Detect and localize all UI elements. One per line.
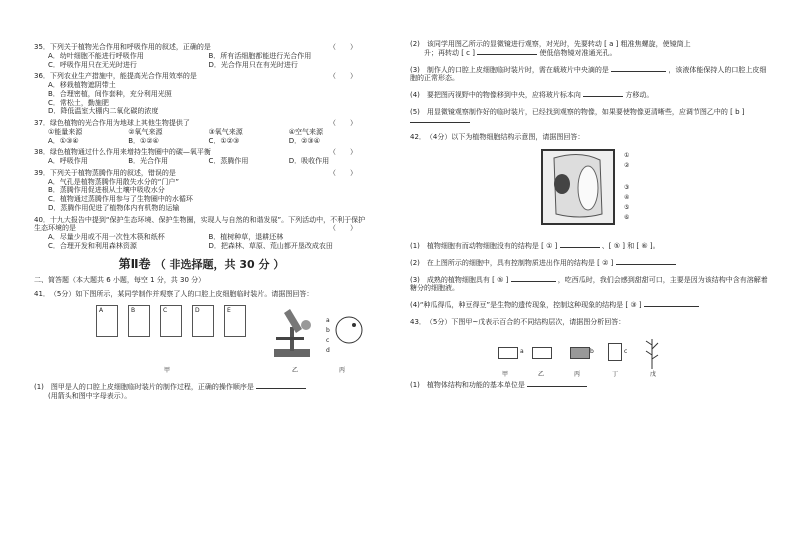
- step-panel-b: B: [128, 305, 150, 337]
- q43-sub1: (1) 植物体结构和功能的基本单位是: [410, 381, 770, 390]
- answer-blank[interactable]: [256, 388, 306, 389]
- item-2: ②氧气来源: [128, 127, 163, 136]
- left-column: [34, 40, 369, 401]
- answer-blank[interactable]: [477, 54, 537, 55]
- fig-label-bing: 丙: [339, 367, 346, 374]
- options-40: [48, 233, 369, 251]
- plant-cell-illustration: [540, 148, 620, 228]
- step-panel-c: C: [160, 305, 182, 337]
- items-37: [48, 128, 369, 137]
- option-c: C．蒸腾作用: [208, 157, 249, 165]
- options-39: [48, 178, 369, 213]
- question-stem: 40．十九大报告中提到“保护生态环境、保护生物圈，实现人与自然的和谐发展”。下列活动中，不利于保护生态环境的是: [34, 215, 366, 233]
- level-tissue: [532, 347, 552, 359]
- label-c: c: [326, 337, 330, 344]
- marker-2: ②: [624, 162, 630, 169]
- question-37: [34, 119, 369, 128]
- label-ding: 丁: [612, 370, 619, 378]
- answer-paren: （ ）: [329, 119, 357, 127]
- label-a: a: [326, 317, 330, 324]
- marker-3: ③: [624, 184, 630, 191]
- section-heading: 第Ⅱ卷: [118, 256, 151, 271]
- fig-label-yi: 乙: [292, 367, 299, 374]
- q41-sub4: (4) 要把图丙视野中的物像移到中央，应将玻片标本向 方移动。: [410, 91, 654, 99]
- answer-blank[interactable]: [611, 71, 666, 72]
- answer-blank[interactable]: [616, 264, 676, 265]
- question-38: [34, 148, 369, 157]
- option-b: B．合理密植，间作套种，充分利用光照: [48, 89, 172, 98]
- marker-4: ④: [624, 194, 630, 201]
- q42-sub3: (3) 成熟的植物细胞具有 [ ⑤ ] ，吃西瓜时，我们会感到甜甜可口，主要是因为该结构中含有溶解着糖分的细胞液。: [410, 275, 768, 293]
- option-d: D．把森林、草原、荒山都开垦改成农田: [208, 241, 333, 250]
- lily-levels-figure: [410, 333, 770, 379]
- option-d: D．吸收作用: [288, 157, 330, 165]
- option-b: B．所有活细胞都能进行光合作用: [208, 51, 312, 60]
- arrow-c: c: [624, 347, 628, 355]
- level-flower: [608, 343, 622, 361]
- option-b: B．植树种草，退耕还林: [208, 233, 284, 241]
- level-organ: [570, 347, 590, 359]
- question-stem: 36．下列农业生产措施中，能提高光合作用效率的是: [34, 72, 197, 81]
- question-stem: 35．下列关于植物光合作用和呼吸作用的叙述，正确的是: [34, 43, 211, 51]
- step-panel-d: D: [192, 305, 214, 337]
- fig-label-jia: 甲: [164, 367, 171, 374]
- answer-blank[interactable]: [511, 281, 556, 282]
- option-c: C．合理开发和利用森林资源: [48, 241, 137, 250]
- option-a: A．幼叶细胞不能进行呼吸作用: [48, 51, 144, 60]
- option-d: D．②③④: [288, 136, 320, 145]
- question-stem: 37．绿色植物的光合作用为地球上其他生物提供了: [34, 119, 190, 127]
- arrow-b: b: [590, 347, 594, 355]
- question-41-stem: 41． （5分）如下图所示，某同学制作并观察了人的口腔上皮细胞临时装片。请据图回答：: [34, 290, 314, 299]
- option-b: B．光合作用: [128, 157, 169, 165]
- microscope-illustration: [262, 307, 322, 363]
- option-d: D．光合作用只在有光时进行: [208, 60, 298, 69]
- figure-41: [34, 305, 369, 379]
- option-d: D．蒸腾作用促进了植物体内有机物的运输: [48, 203, 180, 212]
- option-c: C．①②③: [208, 136, 240, 145]
- answer-paren: （ ）: [329, 148, 357, 157]
- option-a: A．①③④: [48, 136, 79, 145]
- option-b: B．蒸腾作用促进根从土壤中吸收水分: [48, 186, 165, 195]
- answer-blank[interactable]: [644, 306, 699, 307]
- question-39: [34, 169, 369, 178]
- question-36: [34, 72, 369, 81]
- item-1: ①能量来源: [48, 127, 83, 136]
- answer-blank[interactable]: [410, 122, 470, 123]
- question-stem: 39．下列关于植物蒸腾作用的叙述，错误的是: [34, 168, 176, 177]
- plant-cell-figure: [410, 146, 770, 236]
- option-a: A．气孔是植物蒸腾作用散失水分的“门户”: [48, 177, 180, 186]
- question-40: [34, 216, 369, 234]
- view-field-illustration: [334, 315, 364, 345]
- answer-paren: （ ）: [329, 72, 357, 81]
- label-bing: 丙: [574, 370, 581, 378]
- q42-sub1: (1) 植物细胞有而动物细胞没有的结构是 [ ① ] 、[ ⑤ ] 和 [ ⑥ ]。: [410, 242, 660, 250]
- option-a: A．移栽植物遮阴带土: [48, 81, 116, 89]
- arrow-a: a: [520, 347, 524, 355]
- question-41-sub1: (1) 图甲是人的口腔上皮细胞临时装片的制作过程，正确的操作顺序是 (用箭头和图中字母表示）。: [34, 383, 369, 401]
- answer-blank[interactable]: [583, 96, 623, 97]
- q42-sub2: (2) 在上图所示的细胞中，具有控制物质进出作用的结构是 [ ② ]: [410, 259, 770, 268]
- option-c: C．呼吸作用只在无光时进行: [48, 60, 137, 69]
- question-stem: 38．绿色植物通过什么作用来增持生物圈中的碳—氧平衡: [34, 148, 211, 157]
- option-c: C．植物通过蒸腾作用参与了生物圈中的水循环: [48, 195, 193, 203]
- question-42-stem: 42． （4分）以下为植物细胞结构示意图，请据图回答：: [410, 133, 585, 142]
- item-3: ③氧气来源: [208, 127, 243, 136]
- q41-sub5: (5) 用显微镜观察制作好的临时装片，已经找到观察的物像，如果要使物像更清晰些，应调节图乙中的 [ b ]: [410, 108, 770, 126]
- label-yi: 乙: [538, 370, 545, 378]
- option-c: C．常松土，勤施肥: [48, 98, 109, 107]
- right-column: [410, 40, 770, 389]
- section-subtitle: （ 非选择题，共 30 分 ）: [154, 257, 285, 271]
- answer-paren: （ ）: [329, 168, 357, 177]
- marker-1: ①: [624, 152, 630, 159]
- option-a: A．尽量少用或不用一次性木筷和纸杯: [48, 233, 165, 241]
- q42-sub4: (4)“种瓜得瓜，种豆得豆”是生物的遗传现象，控制这种现象的结构是 [ ③ ]: [410, 301, 770, 310]
- question-35: [34, 43, 369, 52]
- label-b: b: [326, 327, 330, 334]
- options-36: [48, 81, 369, 116]
- options-35: [48, 52, 369, 70]
- label-d: d: [326, 347, 330, 354]
- marker-6: ⑥: [624, 214, 630, 221]
- item-4: ④空气来源: [288, 127, 324, 136]
- answer-blank[interactable]: [560, 247, 600, 248]
- answer-paren: （ ）: [329, 224, 357, 233]
- option-d: D．降低温室大棚内二氧化碳的浓度: [48, 107, 159, 116]
- label-wu: 戊: [650, 370, 657, 378]
- label-jia: 甲: [502, 370, 509, 378]
- option-b: B．①②④: [128, 136, 159, 145]
- level-cell: [498, 347, 518, 359]
- part-heading: 二、简答题（本大题共 6 小题，每空 1 分，共 30 分）: [34, 275, 206, 284]
- options-38: [48, 157, 369, 166]
- lily-plant-illustration: [642, 335, 662, 371]
- question-43-stem: 43． （5分）下图甲~戊表示百合的不同结构层次，请据图分析回答：: [410, 317, 626, 326]
- step-panel-a: A: [96, 305, 118, 337]
- q41-sub3: (3) 制作人的口腔上皮细胞临时装片时，需在载玻片中央滴的是 ，该液体能保持人的口腔上皮细胞的正常形态。: [410, 65, 767, 83]
- q41-sub2: (2) 该同学用图乙所示的显微镜进行观察，对光时，先要转动 [ a ] 粗准焦螺旋，使镜筒上 升；再转动 [ c ] 使低倍物镜对准通光孔。: [410, 40, 691, 57]
- step-panel-e: E: [224, 305, 246, 337]
- option-a: A．呼吸作用: [48, 157, 88, 165]
- section-title: [34, 257, 369, 272]
- marker-5: ⑤: [624, 204, 630, 211]
- answer-blank[interactable]: [527, 386, 587, 387]
- answer-paren: （ ）: [329, 43, 357, 51]
- options-37: [48, 137, 369, 146]
